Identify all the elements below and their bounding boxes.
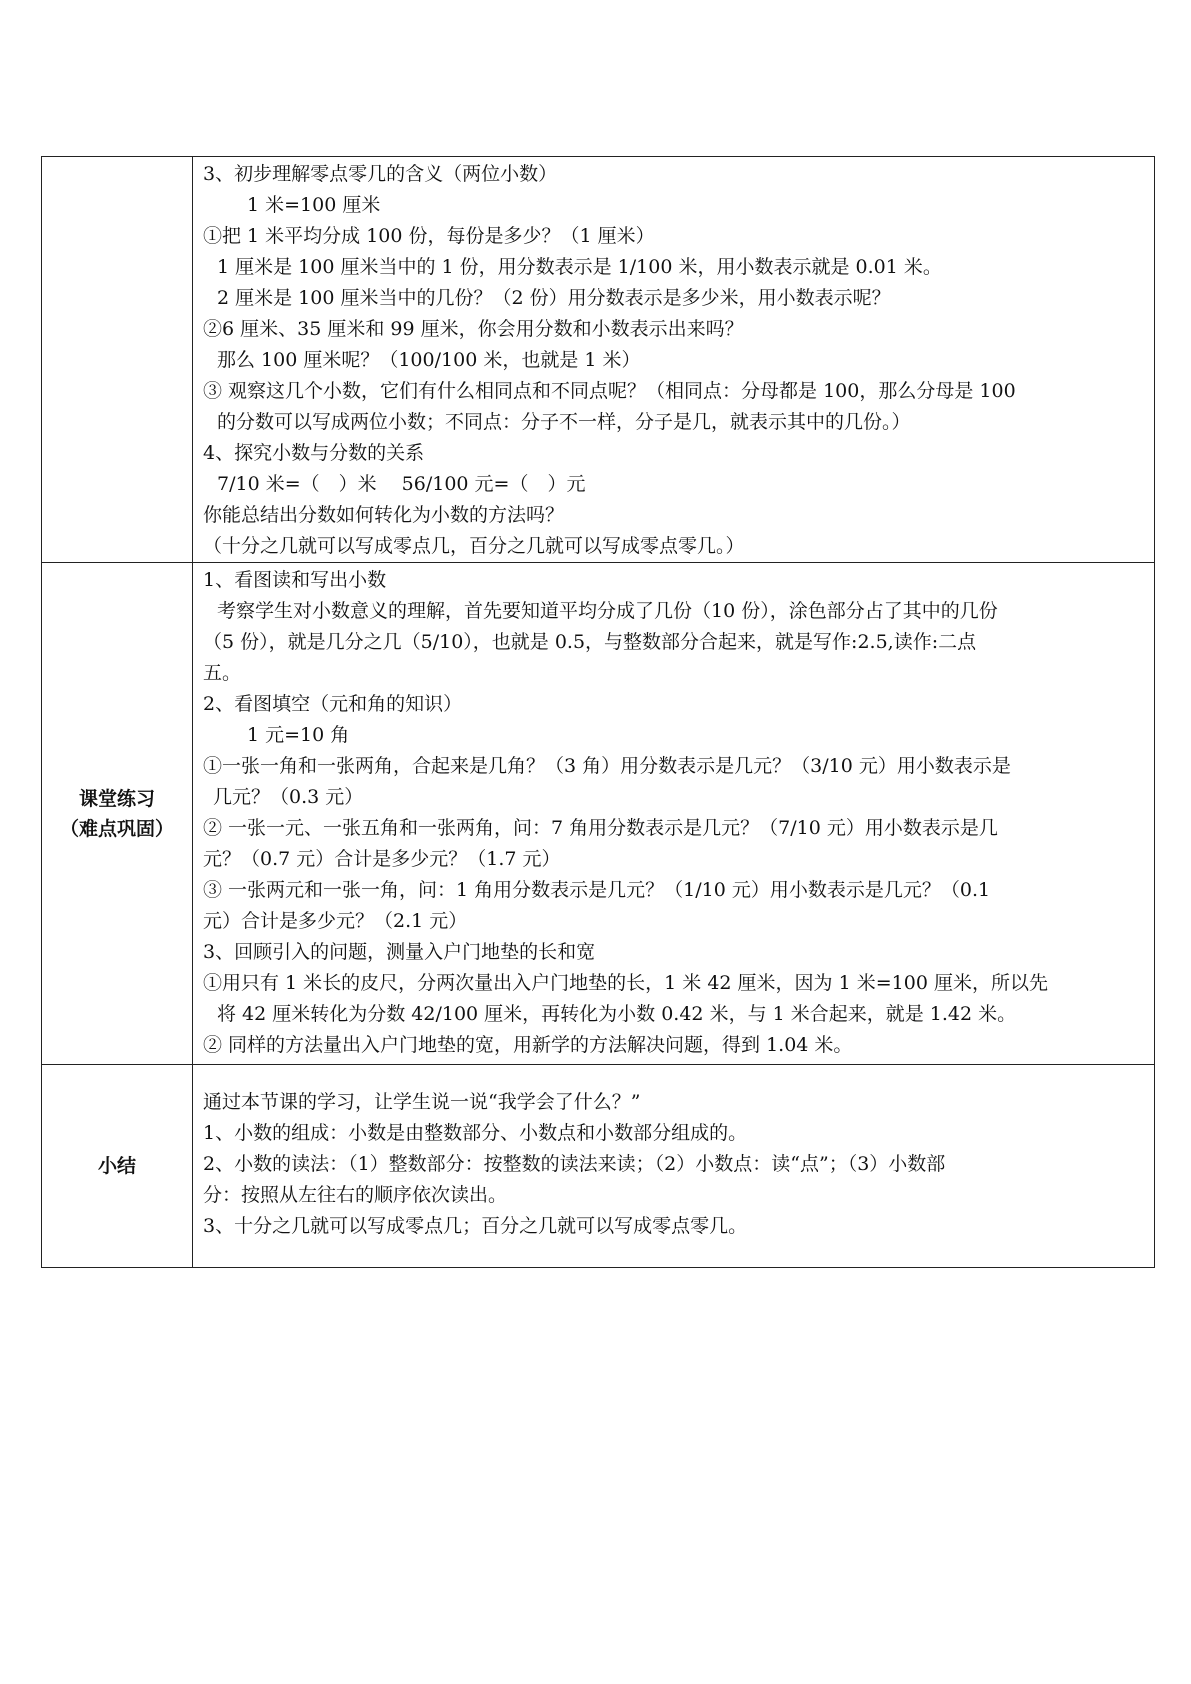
content-line: （5 份），就是几分之几（5/10），也就是 0.5，与整数部分合起来，就是写作:2.5,读作:二点 [203, 631, 977, 653]
content-line: 3、十分之几就可以写成零点几；百分之几就可以写成零点零几。 [203, 1215, 748, 1237]
row-content [193, 1065, 1154, 1242]
content-line: 1、小数的组成：小数是由整数部分、小数点和小数部分组成的。 [203, 1122, 748, 1144]
content-line: 元？（0.7 元）合计是多少元？（1.7 元） [203, 848, 561, 870]
content-line: ①一张一角和一张两角，合起来是几角？（3 角）用分数表示是几元？（3/10 元）用小数表示是 [203, 755, 1011, 777]
content-line: ①用只有 1 米长的皮尺，分两次量出入户门地垫的长，1 米 42 厘米，因为 1 米=100 厘米，所以先 [203, 972, 1048, 994]
row-label-sub: （难点巩固） [59, 817, 174, 840]
content-line: ②6 厘米、35 厘米和 99 厘米，你会用分数和小数表示出来吗？ [203, 318, 744, 340]
row-content [193, 157, 1154, 562]
row-label-cell [42, 563, 193, 1065]
content-line: 1 米=100 厘米 [247, 194, 381, 216]
content-line: ② 一张一元、一张五角和一张两角，问：7 角用分数表示是几元？（7/10 元）用小数表示是几 [203, 817, 998, 839]
content-line: 那么 100 厘米呢？（100/100 米，也就是 1 米） [217, 349, 641, 371]
content-line: 3、初步理解零点零几的含义（两位小数） [203, 163, 558, 185]
table-row-class-practice [42, 563, 1155, 1065]
content-line: 1、看图读和写出小数 [203, 569, 387, 591]
row-content [193, 563, 1154, 1061]
content-line: 将 42 厘米转化为分数 42/100 厘米，再转化为小数 0.42 米，与 1 米合起来，就是 1.42 米。 [217, 1003, 1017, 1025]
content-line: 分：按照从左往右的顺序依次读出。 [203, 1184, 508, 1206]
content-line: ③ 一张两元和一张一角，问：1 角用分数表示是几元？（1/10 元）用小数表示是几元？（0.1 [203, 879, 991, 901]
row-label-cell [42, 1065, 193, 1268]
content-line: （十分之几就可以写成零点几，百分之几就可以写成零点零几。） [203, 535, 745, 557]
content-line: 7/10 米=（ ）米 56/100 元=（ ）元 [217, 473, 586, 495]
content-line: 几元？（0.3 元） [213, 786, 364, 808]
content-line: 的分数可以写成两位小数；不同点：分子不一样，分子是几，就表示其中的几份。） [217, 411, 911, 433]
content-line: 五。 [203, 662, 242, 684]
content-line: 考察学生对小数意义的理解，首先要知道平均分成了几份（10 份），涂色部分占了其中的几份 [217, 600, 998, 622]
content-line: 2、看图填空（元和角的知识） [203, 693, 463, 715]
content-line: ② 同样的方法量出入户门地垫的宽，用新学的方法解决问题，得到 1.04 米。 [203, 1034, 853, 1056]
content-line: 2、小数的读法：（1）整数部分：按整数的读法来读；（2）小数点：读“点”；（3）小数部 [203, 1153, 946, 1175]
content-line: 4、探究小数与分数的关系 [203, 442, 425, 464]
content-line: 你能总结出分数如何转化为小数的方法吗？ [203, 504, 565, 526]
content-line: 2 厘米是 100 厘米当中的几份？（2 份）用分数表示是多少米，用小数表示呢？ [217, 287, 891, 309]
row-label: 课堂练习 [78, 787, 155, 810]
content-line: ①把 1 米平均分成 100 份，每份是多少？（1 厘米） [203, 225, 655, 247]
content-line: 1 元=10 角 [247, 724, 350, 746]
row-label: 小结 [97, 1155, 136, 1177]
content-line: 3、回顾引入的问题，测量入户门地垫的长和宽 [203, 941, 596, 963]
table-row-decimal-meaning [42, 157, 1155, 563]
table-row-summary [42, 1065, 1155, 1268]
row-content-cell [193, 1065, 1155, 1268]
content-line: 通过本节课的学习，让学生说一说“我学会了什么？” [203, 1091, 641, 1113]
row-content-cell [193, 157, 1155, 563]
row-label-cell [42, 157, 193, 563]
content-line: 1 厘米是 100 厘米当中的 1 份，用分数表示是 1/100 米，用小数表示就是 0.01 米。 [217, 256, 942, 278]
content-line: 元）合计是多少元？（2.1 元） [203, 910, 468, 932]
row-content-cell [193, 563, 1155, 1065]
content-line: ③ 观察这几个小数，它们有什么相同点和不同点呢？（相同点：分母都是 100，那么分母是 100 [203, 380, 1016, 402]
lesson-plan-table [41, 156, 1155, 1268]
